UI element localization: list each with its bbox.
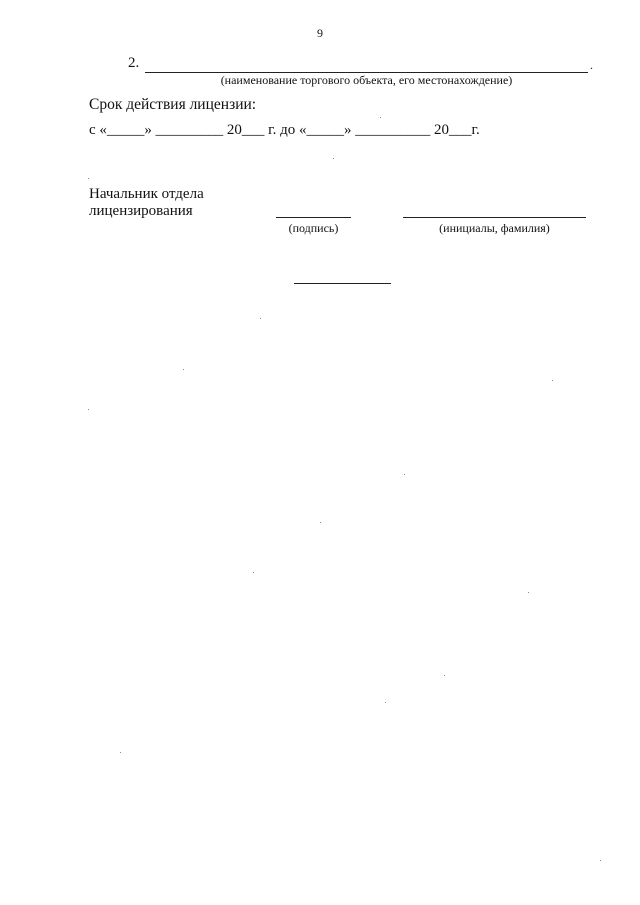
end-of-document-rule xyxy=(294,283,391,284)
department-head-title xyxy=(89,186,204,220)
name-blank-line xyxy=(403,217,586,218)
scan-speck xyxy=(444,675,445,676)
scan-speck xyxy=(253,572,254,573)
validity-period-line: с «_____» _________ 20___ г. до «_____» __________ 20___г. xyxy=(89,122,480,138)
scan-speck xyxy=(552,380,553,381)
scan-speck xyxy=(333,158,334,159)
scan-speck xyxy=(385,702,386,703)
scan-speck xyxy=(528,592,529,593)
signature-caption: (подпись) xyxy=(288,221,339,235)
scan-speck xyxy=(260,318,261,319)
item-number: 2. xyxy=(128,55,140,71)
department-head-title-line-1: Начальник отдела xyxy=(89,186,204,202)
page-number: 9 xyxy=(317,26,323,40)
item-trailing-mark: . xyxy=(590,58,593,72)
scan-speck xyxy=(404,474,405,475)
department-head-title-line-2: лицензирования xyxy=(89,203,193,219)
trade-object-caption: (наименование торгового объекта, его местонахождение) xyxy=(220,73,513,87)
scan-speck xyxy=(183,369,184,370)
scan-speck xyxy=(120,752,121,753)
scan-speck xyxy=(600,860,601,861)
scan-speck xyxy=(88,178,89,179)
signature-blank-line xyxy=(276,217,351,218)
validity-label: Срок действия лицензии: xyxy=(89,96,257,113)
scan-speck xyxy=(320,522,321,523)
scan-speck xyxy=(380,117,381,118)
name-caption: (инициалы, фамилия) xyxy=(439,221,550,235)
scan-speck xyxy=(88,409,89,410)
